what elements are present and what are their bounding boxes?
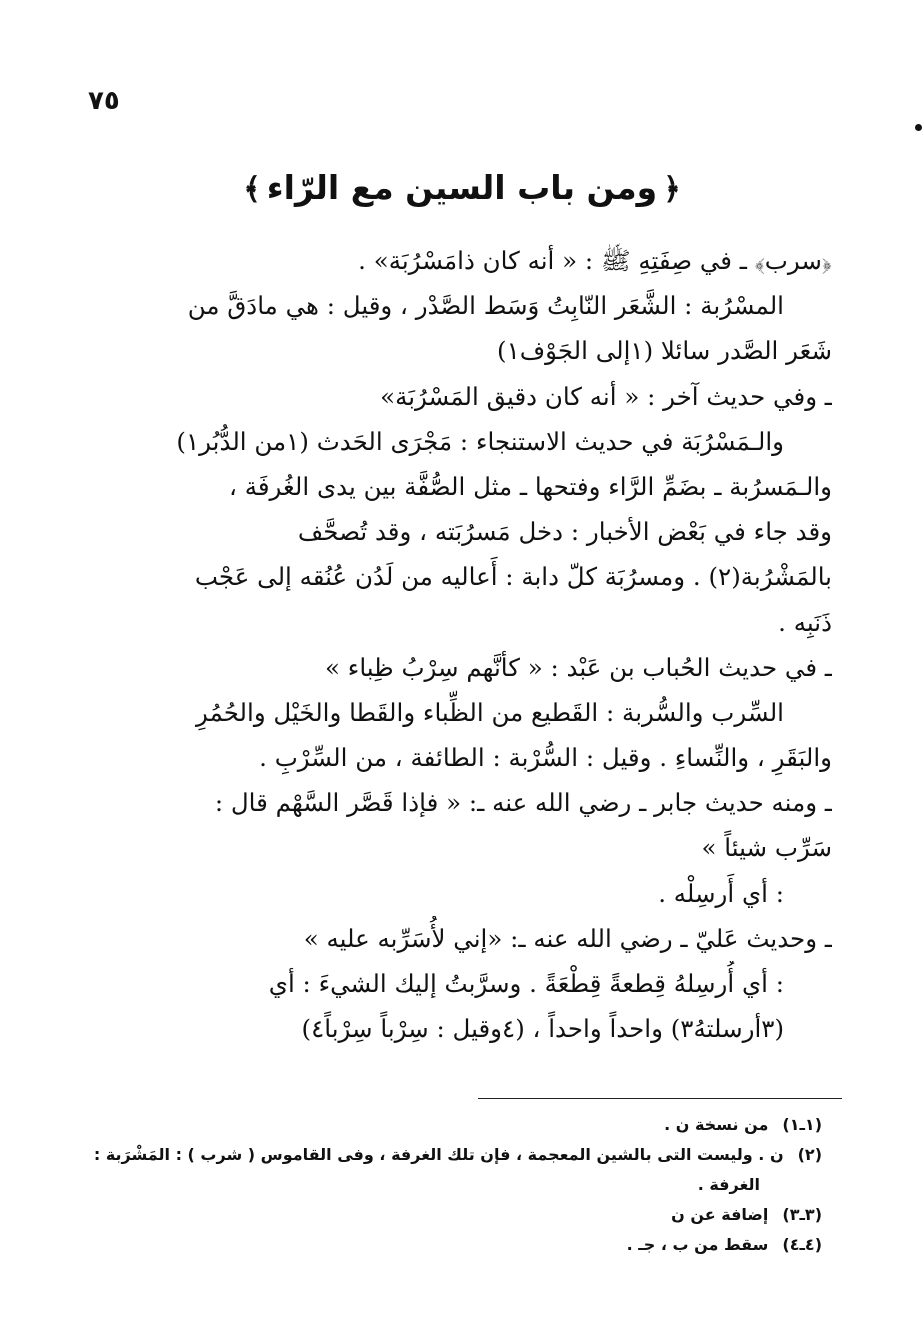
text-line: : أي أَرسِلْه . — [658, 878, 784, 908]
text-line: ـ ومنه حديث جابر ـ رضي الله عنه ـ: « فإذا قَصَّر السَّهْم قال : — [214, 788, 832, 818]
text-line: ـ في حديث الحُباب بن عَبْد : « كأنَّهم سِرْبُ ظِباء » — [325, 652, 832, 682]
footnote — [78, 1140, 822, 1170]
footnote — [78, 1230, 822, 1260]
text-line: والـمَسرُبة ـ بضَمِّ الرَّاء وفتحها ـ مثل الصُّفَّة بين يدى الغُرفَة ، — [229, 471, 832, 501]
footnote-number: (٢) — [797, 1145, 822, 1164]
footnote-text: ن . وليست التى بالشين المعجمة ، فإن تلك الغرفة ، وفى القاموس ( شرب ) : المَشْرَبة : — [93, 1145, 784, 1164]
text-line: شَعَر الصَّدر سائلا (١إلى الجَوْف١) — [497, 336, 832, 366]
text-line: والبَقَرِ ، والنِّساءِ . وقيل : السُّرْبة : الطائفة ، من السِّرْبِ . — [259, 743, 832, 773]
text-line: وقد جاء في بَعْض الأخبار : دخل مَسرُبَته ، وقد تُصحَّف — [297, 517, 832, 547]
footnote — [78, 1110, 822, 1140]
heading-title: ومن باب السين مع الرّاء — [266, 168, 658, 207]
heading-ornament-left: ﴾ — [243, 172, 261, 207]
text-line: : أي أُرسِلهُ قِطعةً قِطْعَةً . وسرَّبتُ إليك الشيءَ : أي — [268, 969, 784, 998]
text-line: ذَنَبِه . — [778, 607, 832, 637]
page-number: ٧٥ — [88, 86, 120, 116]
footnote — [78, 1200, 822, 1230]
text-line: (٣أرسلتهُ٣) واحداً واحداً ، (٤وقيل : سِرْباً سِرْباً٤) — [301, 1014, 784, 1044]
footnote-text: من نسخة ن . — [664, 1115, 769, 1134]
margin-dot — [915, 124, 922, 131]
text-line: السِّرب والسُّربة : القَطيع من الظِّباء والقَطا والخَيْل والحُمُرِ — [196, 697, 784, 727]
body-text — [84, 238, 832, 1051]
text-line: بالمَشْرُبة(٢) . ومسرُبَة كلّ دابة : أَعاليه من لَدُن عُنُقه إلى عَجْب — [194, 562, 832, 592]
text-line: ـ وفي حديث آخر : « أنه كان دقيق المَسْرُبَة» — [380, 381, 832, 411]
heading-ornament-right: ﴿ — [663, 172, 681, 207]
text-line: ـ وحديث عَليّ ـ رضي الله عنه ـ: «إني لأُسَرِّبه عليه » — [303, 923, 832, 953]
text-line: سَرِّب شيئاً » — [701, 833, 832, 863]
chapter-heading — [150, 168, 774, 207]
footnote-separator — [478, 1098, 842, 1099]
text-line: المسْرُبة : الشَّعَر النّابِتُ وَسَط الصَّدْر ، وقيل : هي مادَقَّ من — [187, 291, 784, 321]
footnote-number: (٣ـ٣) — [782, 1205, 822, 1224]
text-line: ﴿سرب﴾ ـ في صِفَتِهِ ﷺ : « أنه كان ذامَسْرُبَة» . — [358, 246, 832, 275]
footnote-number: (٤ـ٤) — [782, 1235, 822, 1254]
footnote-continuation: الغرفة . — [697, 1175, 760, 1194]
footnote-text: إضافة عن ن — [671, 1205, 769, 1224]
text-line: والـمَسْرُبَة في حديث الاستنجاء : مَجْرَى الحَدث (١من الدُّبُر١) — [176, 426, 784, 456]
footnote-text: سقط من ب ، جـ . — [626, 1235, 769, 1254]
footnote-number: (١ـ١) — [782, 1115, 822, 1134]
footnotes — [78, 1110, 822, 1260]
